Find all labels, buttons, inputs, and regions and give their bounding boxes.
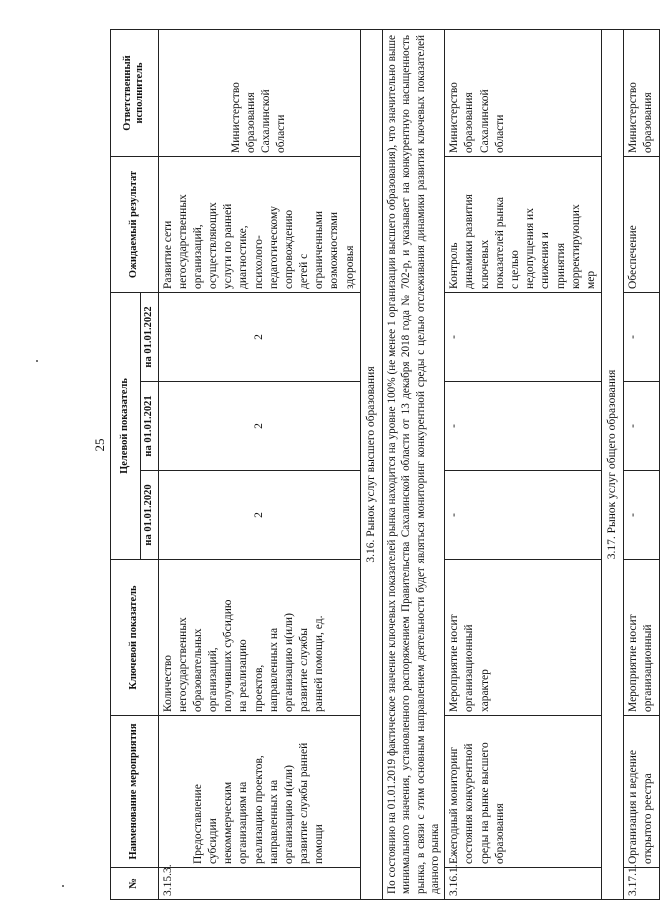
row-num: 3.16.1. xyxy=(445,868,602,900)
table-row xyxy=(158,29,360,899)
table-row xyxy=(445,29,602,899)
row-value-2020: - xyxy=(445,471,602,560)
row-event: Предоставление субсидии некоммерческим организациям на реализацию проектов, направленных на организацию и(или) развитие службы ранней помощи xyxy=(158,716,360,868)
row-indicator: Мероприятие носит организационный xyxy=(624,560,659,716)
table-row xyxy=(624,29,659,899)
row-value-2021: - xyxy=(624,382,659,471)
header-event: Наименование мероприятия xyxy=(111,716,159,868)
row-value-2022: 2 xyxy=(158,292,360,381)
row-indicator: Количество негосударственных образовательных организаций, получивших субсидию на реализацию проектов, направленных на организацию и(или) развитие службы ранней помощи, ед. xyxy=(158,560,360,716)
header-row xyxy=(111,29,141,899)
row-indicator: Мероприятие носит организационный характер xyxy=(445,560,602,716)
row-result: Обеспечение xyxy=(624,156,659,292)
page-number: 25 xyxy=(92,438,107,452)
header-2020: на 01.01.2020 xyxy=(141,471,159,560)
row-event: Ежегодный мониторинг состояния конкурентной среды на рынке высшего образования xyxy=(445,716,602,868)
table-container xyxy=(110,30,655,900)
row-resp: Министерство образования xyxy=(624,29,659,156)
row-resp: Министерство образования Сахалинской области xyxy=(158,29,360,156)
section-row xyxy=(602,29,624,899)
header-2021: на 01.01.2021 xyxy=(141,382,159,471)
section-row xyxy=(360,29,382,899)
header-2022: на 01.01.2022 xyxy=(141,292,159,381)
row-event: Организация и ведение открытого реестра xyxy=(624,716,659,868)
row-value-2020: - xyxy=(624,471,659,560)
row-num: 3.15.3. xyxy=(158,868,360,900)
row-result: Развитие сети негосударственных организаций, осуществляющих услуги по ранней диагностике, психолого- педагогическому сопровождению детей с ограниченными возможностями здоровья xyxy=(158,156,360,292)
row-num: 3.17.1. xyxy=(624,868,659,900)
row-resp: Министерство образования Сахалинской области xyxy=(445,29,602,156)
row-value-2022: - xyxy=(445,292,602,381)
row-value-2022: - xyxy=(624,292,659,381)
rotated-page xyxy=(110,30,655,900)
row-value-2021: 2 xyxy=(158,382,360,471)
header-num: № xyxy=(111,868,159,900)
section-paragraph-3-16: По состоянию на 01.01.2019 фактическое значение ключевых показателей рынка находится на уровне 100% (не менее 1 организации высшего образования), что значительно выше минимального значения, установленного распоряжением Правительства Сахалинской области от 13 декабря 2018 года № 702-р, и указывает на конкурентную насыщенность рынка, в связи с этим основным направлением деятельности будет являться мониторинг конкурентной среды с целью отслеживания динамики развития ключевых показателей данного рынка xyxy=(383,29,445,899)
header-resp: Ответственный исполнитель xyxy=(111,29,159,156)
header-result: Ожидаемый результат xyxy=(111,156,159,292)
section-title-3-17: 3.17. Рынок услуг общего образования xyxy=(602,29,624,899)
row-result: Контроль динамики развития ключевых показателей рынка с целью недопущения их снижения и принятия корректирующих мер xyxy=(445,156,602,292)
section-title-3-16: 3.16. Рынок услуг высшего образования xyxy=(360,29,382,899)
row-value-2020: 2 xyxy=(158,471,360,560)
row-value-2021: - xyxy=(445,382,602,471)
section-text-row xyxy=(383,29,445,899)
header-indicator: Ключевой показатель xyxy=(111,560,159,716)
scan-speck xyxy=(62,885,64,887)
measures-table xyxy=(110,29,660,900)
scan-speck xyxy=(36,360,38,362)
header-target: Целевой показатель xyxy=(111,292,141,559)
